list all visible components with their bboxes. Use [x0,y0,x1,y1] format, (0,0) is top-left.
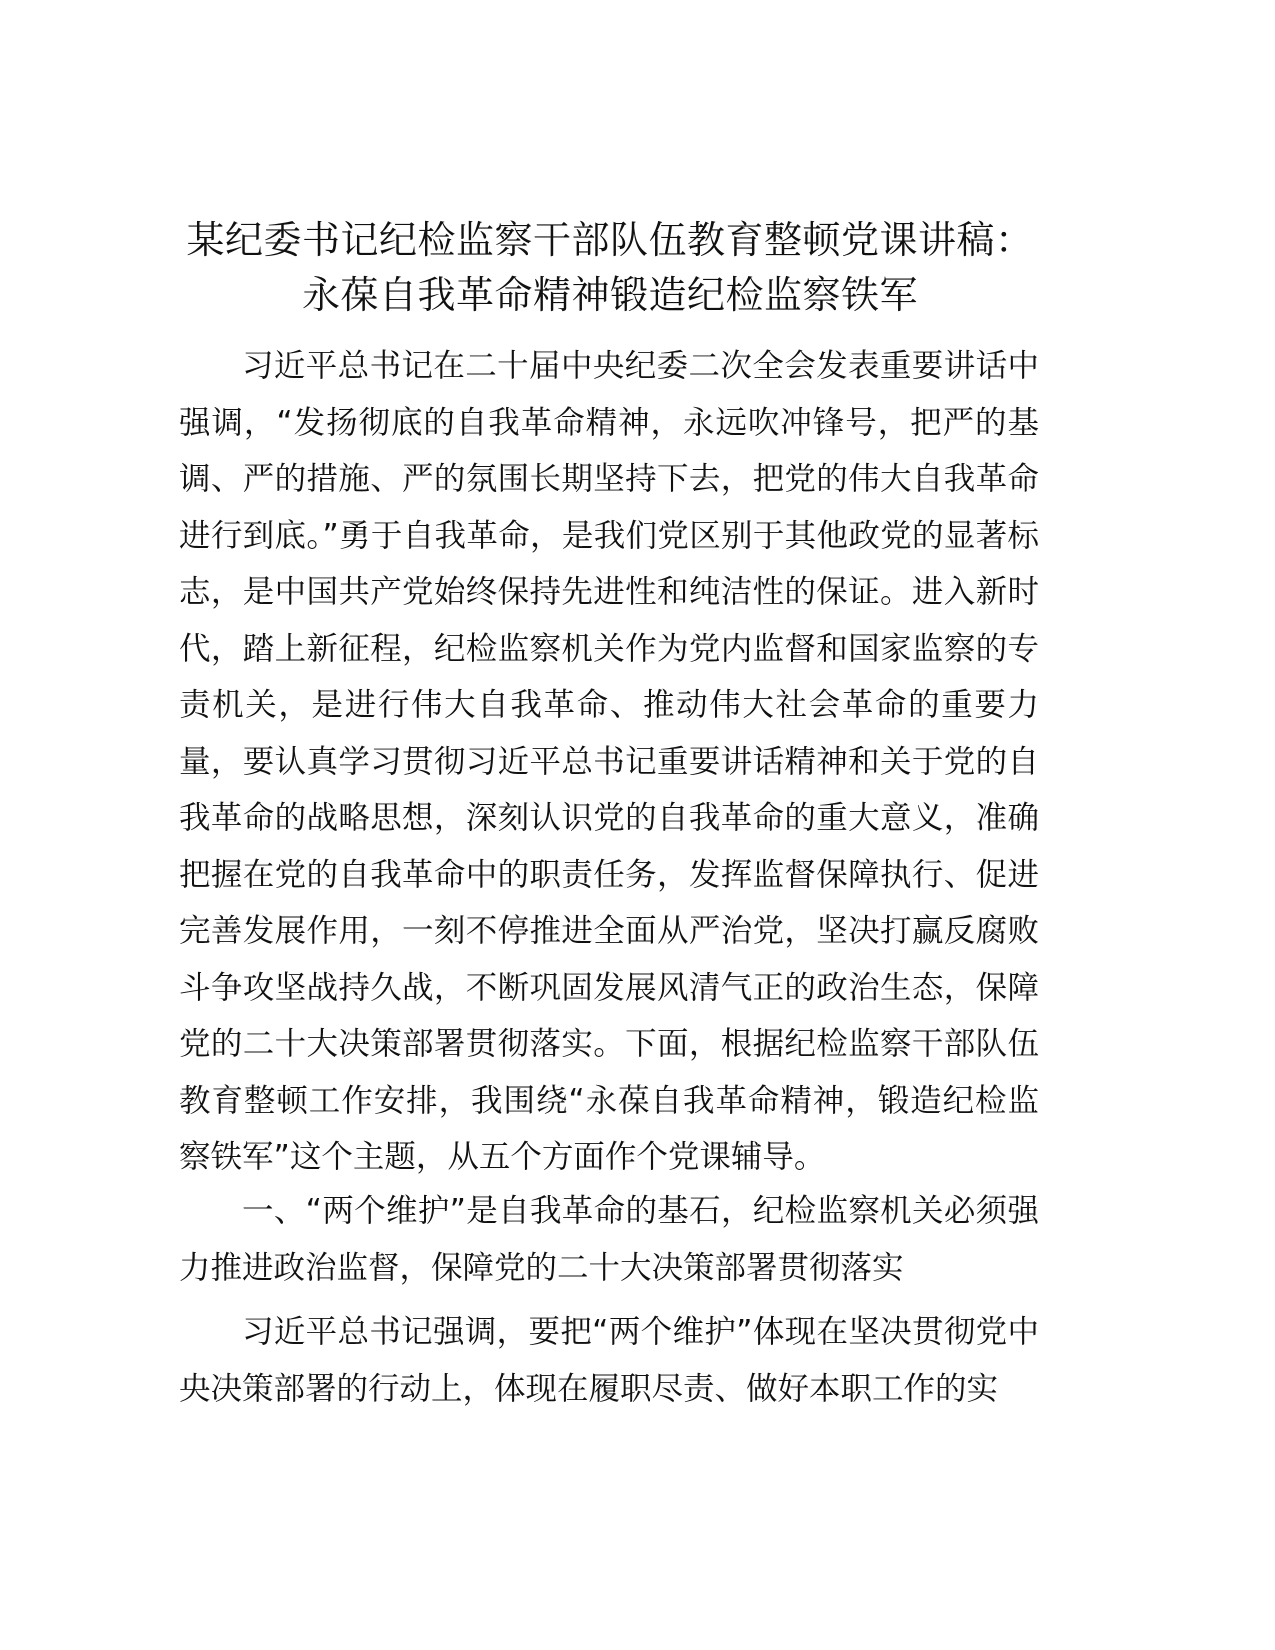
intro-paragraph: 习近平总书记在二十届中央纪委二次全会发表重要讲话中强调，“发扬彻底的自我革命精神，永远吹冲锋号，把严的基调、严的措施、严的氛围长期坚持下去，把党的伟大自我革命进行到底。”勇于自我革命，是我们党区别于其他政党的显著标志，是中国共产党始终保持先进性和纯洁性的保证。进入新时代，踏上新征程，纪检监察机关作为党内监督和国家监察的专责机关，是进行伟大自我革命、推动伟大社会革命的重要力量，要认真学习贯彻习近平总书记重要讲话精神和关于党的自我革命的战略思想，深刻认识党的自我革命的重大意义，准确把握在党的自我革命中的职责任务，发挥监督保障执行、促进完善发展作用，一刻不停推进全面从严治党，坚决打赢反腐败斗争攻坚战持久战，不断巩固发展风清气正的政治生态，保障党的二十大决策部署贯彻落实。下面，根据纪检监察干部队伍教育整顿工作安排，我围绕“永葆自我革命精神，锻造纪检监察铁军”这个主题，从五个方面作个党课辅导。 [179,348,1039,1175]
section-1-paragraph: 习近平总书记强调，要把“两个维护”体现在坚决贯彻党中央决策部署的行动上，体现在履职尽责、做好本职工作的实 [179,1314,1039,1407]
section-heading-1: 一、“两个维护”是自我革命的基石，纪检监察机关必须强力推进政治监督，保障党的二十大决策部署贯彻落实 [179,1193,1039,1286]
document-title: 某纪委书记纪检监察干部队伍教育整顿党课讲稿：永葆自我革命精神锻造纪检监察铁军 [186,218,1034,317]
